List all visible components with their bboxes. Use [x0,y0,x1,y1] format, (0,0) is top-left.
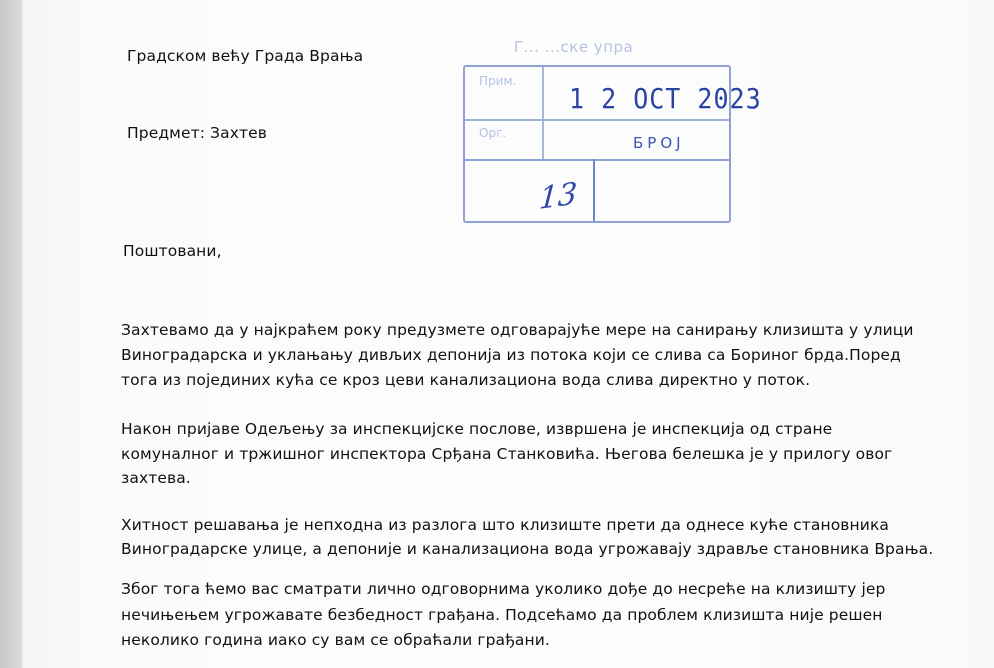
paragraph-1-line-1: Захтевамо да у најкраћем року предузмете одговарајуће мере на санирању клизишта у улици [121,321,914,339]
salutation: Поштовани, [123,242,222,260]
paragraph-2-line-3: захтева. [121,469,191,487]
stamp-date: 1 2 OCT 2023 [569,82,762,115]
paragraph-4-line-1: Због тога ћемо вас сматрати лично одговорнима уколико дође до несреће на клизишту јер [121,580,886,598]
paragraph-2-line-2: комуналног и тржишног инспектора Срђана Станковића. Његова белешка је у прилогу овог [121,445,893,463]
stamp-column-divider [593,159,595,221]
stamp-label-org: Орг. [479,126,507,140]
paragraph-4-line-3: неколико година иако су вам се обраћали грађани. [121,631,550,649]
recipient-line: Градском већу Града Врања [127,47,364,65]
subject-line: Предмет: Захтев [127,124,267,142]
paragraph-4-line-2: нечињењем угрожавате безбедност грађана. Подсећамо да проблем клизишта није решен [121,606,883,624]
registry-stamp [463,65,762,223]
scan-shadow [0,0,22,668]
stamp-row-divider [465,159,729,161]
stamp-handwritten-number: 13 [537,175,579,218]
paragraph-3-line-2: Виноградарске улице, а депоније и канализациона вода угрожавају здравље становника Врања. [121,540,934,558]
stamp-column-divider [542,67,544,159]
stamp-label-received: Прим. [479,74,517,88]
document-page [22,0,994,668]
paragraph-1-line-2: Виноградарска и уклањању дивљих депонија из потока који се слива са Бориног брда.Поред [121,346,901,364]
stamp-header-text: Г... ...ске упра [514,38,634,56]
stamp-broj-label: БРОЈ [633,134,685,152]
paragraph-3-line-1: Хитност решавања је непходна из разлога што клизиште прети да однесе куће становника [121,516,890,534]
paragraph-2-line-1: Након пријаве Одељењу за инспекцијске послове, извршена је инспекција од стране [121,420,833,438]
paragraph-1-line-3: тога из појединих кућа се кроз цеви канализациона вода слива директно у поток. [121,371,811,389]
stamp-row-divider [465,119,729,121]
